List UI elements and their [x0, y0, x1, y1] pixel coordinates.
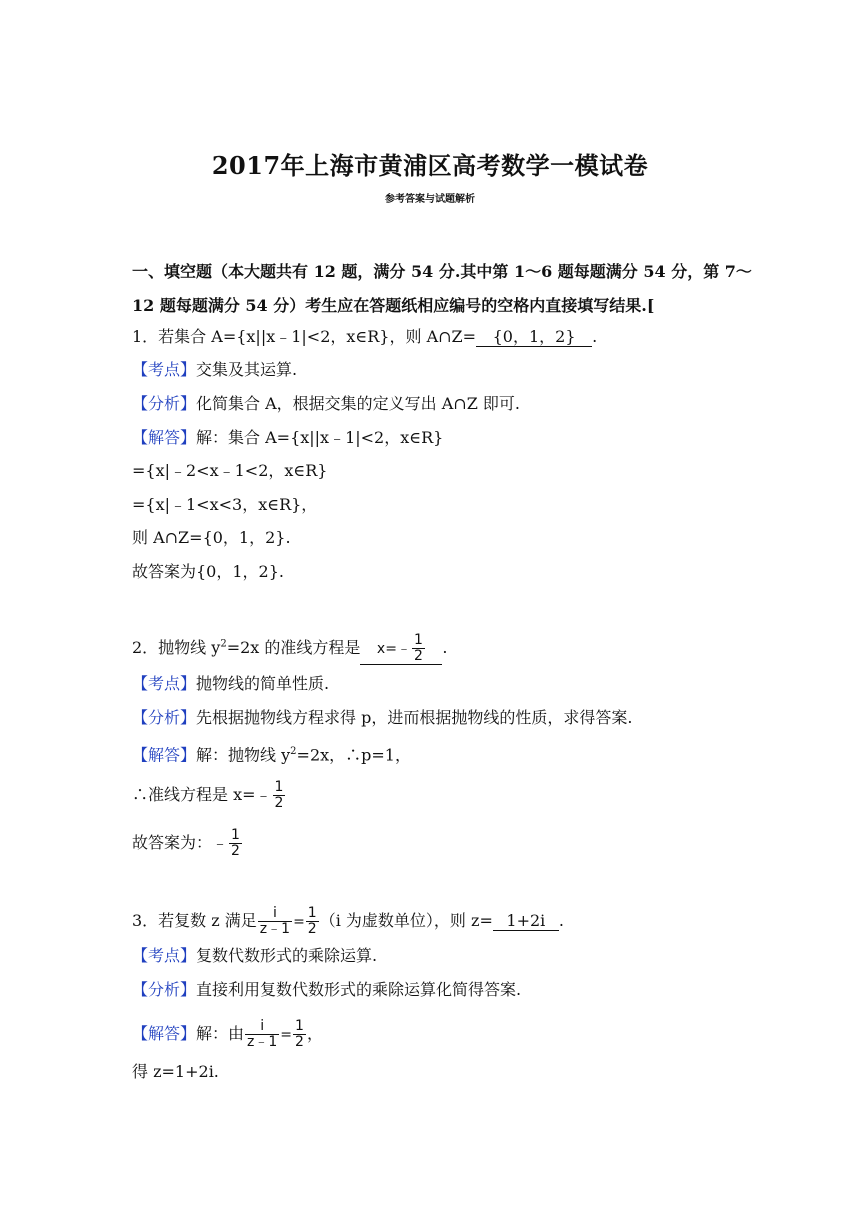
q2-conclusion: 故答案为：﹣ $\frac{1}{2}$: [132, 827, 240, 859]
kaodian-tag: 【考点】: [132, 360, 197, 379]
q3-fraction-half: $\frac{1}{2}$: [307, 905, 317, 937]
kaodian-tag: 【考点】: [132, 946, 197, 965]
kaodian-tag: 【考点】: [132, 674, 197, 693]
q2-kaodian: 【考点】抛物线的简单性质.: [132, 674, 330, 693]
page-subtitle: 参考答案与试题解析: [385, 194, 475, 205]
q1-jieda: 【解答】解：集合 A={x||x﹣1|<2，x∈R}: [132, 428, 444, 447]
jieda-tag: 【解答】: [132, 428, 197, 447]
q1-kaodian: 【考点】交集及其运算.: [132, 360, 298, 379]
q3-fraction-i: $\frac{i}{z﹣1}$: [259, 905, 291, 937]
q2-step-fraction: $\frac{1}{2}$: [274, 779, 284, 811]
q2-conclusion-fraction: $\frac{1}{2}$: [231, 827, 240, 859]
q1-step-2: ={x|﹣1<x<3，x∈R}，: [132, 495, 318, 514]
q3-stem: 3．若复数 z 满足 $\frac{i}{z﹣1}$ = $\frac{1}{2}$ （i 为虚数单位），则 z= 1+2i .: [132, 905, 564, 937]
section-heading-line-1: 一、填空题（本大题共有 12 题，满分 54 分.其中第 1～6 题每题满分 54 分，第 7～: [132, 262, 752, 281]
q2-step-1: ∴准线方程是 x=﹣ $\frac{1}{2}$: [132, 779, 284, 811]
q3-jieda-fraction-i: $\frac{i}{z﹣1}$: [247, 1018, 278, 1050]
q2-answer: x=﹣ $\frac{1}{2}$: [360, 633, 442, 665]
q1-fenxi: 【分析】化简集合 A，根据交集的定义写出 A∩Z 即可.: [132, 394, 520, 413]
q1-conclusion: 故答案为{0，1，2}.: [132, 562, 284, 581]
q2-stem: 2．抛物线 $y^2=2x$ 的准线方程是 x=﹣ $\frac{1}{2}$ .: [132, 632, 448, 664]
q3-jieda: 【解答】解：由 $\frac{i}{z﹣1}$ = $\frac{1}{2}$ ，: [132, 1018, 323, 1050]
fenxi-tag: 【分析】: [132, 394, 197, 413]
fenxi-tag: 【分析】: [132, 708, 197, 727]
q3-conclusion: 得 z=1+2i.: [132, 1062, 219, 1081]
q1-step-1: ={x|﹣2<x﹣1<2，x∈R}: [132, 461, 328, 480]
q2-answer-fraction: $\frac{1}{2}$: [413, 632, 423, 664]
q1-answer: {0，1，2}: [476, 328, 592, 347]
q3-kaodian: 【考点】复数代数形式的乘除运算.: [132, 946, 378, 965]
q2-fenxi: 【分析】先根据抛物线方程求得 p，进而根据抛物线的性质，求得答案.: [132, 708, 633, 727]
q1-stem: 1．若集合 A={x||x﹣1|<2，x∈R}，则 A∩Z= {0，1，2} .: [132, 327, 598, 346]
jieda-tag: 【解答】: [132, 745, 197, 765]
page-title: 2017年上海市黄浦区高考数学一模试卷: [211, 151, 649, 180]
jieda-tag: 【解答】: [132, 1024, 197, 1043]
q1-step-3: 则 A∩Z={0，1，2}.: [132, 528, 291, 547]
q3-answer: 1+2i: [493, 912, 559, 931]
q3-jieda-fraction-half: $\frac{1}{2}$: [295, 1018, 304, 1050]
section-heading-line-2: 12 题每题满分 54 分）考生应在答题纸相应编号的空格内直接填写结果.[: [132, 296, 655, 315]
q2-jieda: 【解答】解：抛物线 $y^2=2x$，∴p=1，: [132, 745, 411, 765]
fenxi-tag: 【分析】: [132, 980, 197, 999]
q3-fenxi: 【分析】直接利用复数代数形式的乘除运算化简得答案.: [132, 980, 522, 999]
